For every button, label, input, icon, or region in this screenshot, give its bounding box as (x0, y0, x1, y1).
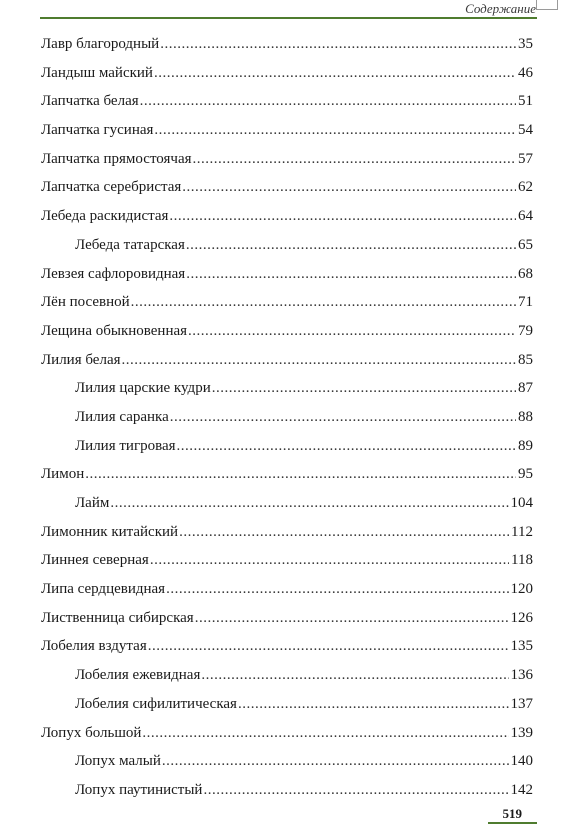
dot-leader (195, 604, 509, 633)
toc-entry[interactable] (41, 202, 533, 231)
toc-entry-page: 139 (510, 724, 533, 741)
dot-leader (85, 460, 516, 489)
running-header: Содержание (465, 1, 536, 16)
toc-entry-label: Лобелия вздутая (41, 638, 147, 655)
toc-entry-page: 140 (510, 753, 533, 770)
toc-entry-label: Липа сердцевидная (41, 581, 166, 598)
toc-entry[interactable] (41, 288, 533, 317)
toc-entry-label: Лапчатка белая (41, 93, 139, 110)
dot-leader (142, 719, 508, 748)
toc-subentry[interactable] (41, 231, 533, 260)
toc-entry[interactable] (41, 260, 533, 289)
dot-leader (188, 317, 516, 346)
toc-entry[interactable] (41, 59, 533, 88)
toc-entry[interactable] (41, 116, 533, 145)
toc-entry-page: 95 (518, 466, 533, 483)
toc-entry-label: Лебеда татарская (75, 236, 185, 253)
toc-entry-page: 120 (510, 581, 533, 598)
toc-entry-page: 136 (510, 667, 533, 684)
dot-leader (238, 690, 509, 719)
dot-leader (110, 489, 508, 518)
dot-leader (169, 202, 516, 231)
toc-entry-page: 71 (518, 294, 533, 311)
toc-entry[interactable] (41, 632, 533, 661)
toc-entry[interactable] (41, 575, 533, 604)
toc-subentry[interactable] (41, 690, 533, 719)
toc-entry-label: Лилия тигровая (75, 437, 176, 454)
dot-leader (212, 374, 516, 403)
toc-entry[interactable] (41, 173, 533, 202)
toc-entry-page: 112 (511, 523, 533, 540)
toc-entry-label: Лайм (75, 495, 110, 511)
corner-frame (536, 0, 558, 10)
toc-entry-label: Лопух малый (75, 753, 161, 770)
toc-entry-label: Лавр благородный (41, 36, 160, 52)
toc-entry[interactable] (41, 460, 533, 489)
dot-leader (131, 288, 516, 317)
toc-entry-page: 135 (510, 638, 533, 655)
toc-entry-label: Лапчатка гусиная (41, 122, 154, 139)
toc-entry[interactable] (41, 145, 533, 174)
toc-entry-page: 89 (518, 437, 533, 454)
toc-entry-label: Лимон (41, 466, 85, 483)
toc-entry-label: Левзея сафлоровидная (41, 265, 186, 282)
toc-entry-label: Лопух большой (41, 724, 142, 741)
toc-entry[interactable] (41, 546, 533, 575)
toc-entry-page: 65 (518, 236, 533, 253)
toc-subentry[interactable] (41, 432, 533, 461)
toc-entry-label: Лапчатка серебристая (41, 179, 182, 196)
dot-leader (182, 173, 516, 202)
dot-leader (179, 518, 509, 547)
toc-entry-page: 54 (518, 122, 533, 139)
dot-leader (203, 776, 508, 805)
toc-entry-page: 85 (518, 351, 533, 368)
dot-leader (201, 661, 508, 690)
toc-subentry[interactable] (41, 747, 533, 776)
toc-entry-page: 79 (518, 322, 533, 339)
toc-entry-page: 51 (518, 93, 533, 110)
dot-leader (122, 346, 517, 375)
toc-entry[interactable] (41, 87, 533, 116)
toc-entry-page: 64 (518, 208, 533, 225)
header-rule (40, 17, 537, 19)
toc-subentry[interactable] (41, 489, 533, 518)
toc-entry-page: 142 (510, 781, 533, 798)
dot-leader (140, 87, 516, 116)
toc-entry-label: Лилия царские кудри (75, 380, 211, 397)
toc-entry-label: Лилия саранка (75, 408, 169, 425)
toc-entry-label: Лён посевной (41, 294, 130, 311)
toc-entry-page: 57 (518, 150, 533, 167)
dot-leader (186, 231, 516, 260)
dot-leader (186, 260, 516, 289)
toc-entry-label: Лещина обыкновенная (41, 322, 188, 339)
toc-entry-page: 104 (510, 495, 533, 511)
dot-leader (166, 575, 508, 604)
toc-entry-page: 62 (518, 179, 533, 196)
dot-leader (193, 145, 516, 174)
toc-entry[interactable] (41, 346, 533, 375)
page-number: 519 (502, 806, 522, 821)
dot-leader (162, 747, 509, 776)
dot-leader (170, 403, 516, 432)
toc-entry-page: 137 (510, 695, 533, 712)
toc-entry-label: Лимонник китайский (41, 523, 179, 540)
dot-leader (160, 30, 516, 59)
toc-entry-label: Лапчатка прямостоячая (41, 150, 192, 167)
toc-entry-label: Линнея северная (41, 552, 149, 569)
toc-entry-page: 126 (510, 609, 533, 626)
toc-entry[interactable] (41, 317, 533, 346)
toc-entry-label: Лиственница сибирская (41, 609, 194, 626)
toc-entry-page: 118 (511, 552, 533, 569)
toc-entry-label: Лебеда раскидистая (41, 208, 169, 225)
toc-entry-page: 35 (518, 36, 533, 52)
toc-entry-page: 68 (518, 265, 533, 282)
table-of-contents (41, 30, 533, 805)
toc-subentry[interactable] (41, 661, 533, 690)
dot-leader (148, 632, 509, 661)
dot-leader (150, 546, 509, 575)
toc-entry-label: Лобелия ежевидная (75, 667, 201, 684)
toc-subentry[interactable] (41, 374, 533, 403)
dot-leader (154, 59, 516, 88)
toc-entry-label: Ландыш майский (41, 64, 153, 81)
dot-leader (154, 116, 516, 145)
toc-entry[interactable] (41, 604, 533, 633)
footer-rule (488, 822, 537, 824)
toc-entry[interactable] (41, 518, 533, 547)
toc-entry-label: Лобелия сифилитическая (75, 695, 237, 712)
toc-entry-page: 88 (518, 408, 533, 425)
toc-subentry[interactable] (41, 776, 533, 805)
toc-entry[interactable] (41, 719, 533, 748)
toc-entry-label: Лопух паутинистый (75, 781, 203, 798)
toc-entry-page: 87 (518, 380, 533, 397)
toc-entry-page: 46 (518, 64, 533, 81)
dot-leader (177, 432, 516, 461)
toc-subentry[interactable] (41, 403, 533, 432)
toc-entry[interactable] (41, 30, 533, 59)
toc-entry-label: Лилия белая (41, 351, 121, 368)
